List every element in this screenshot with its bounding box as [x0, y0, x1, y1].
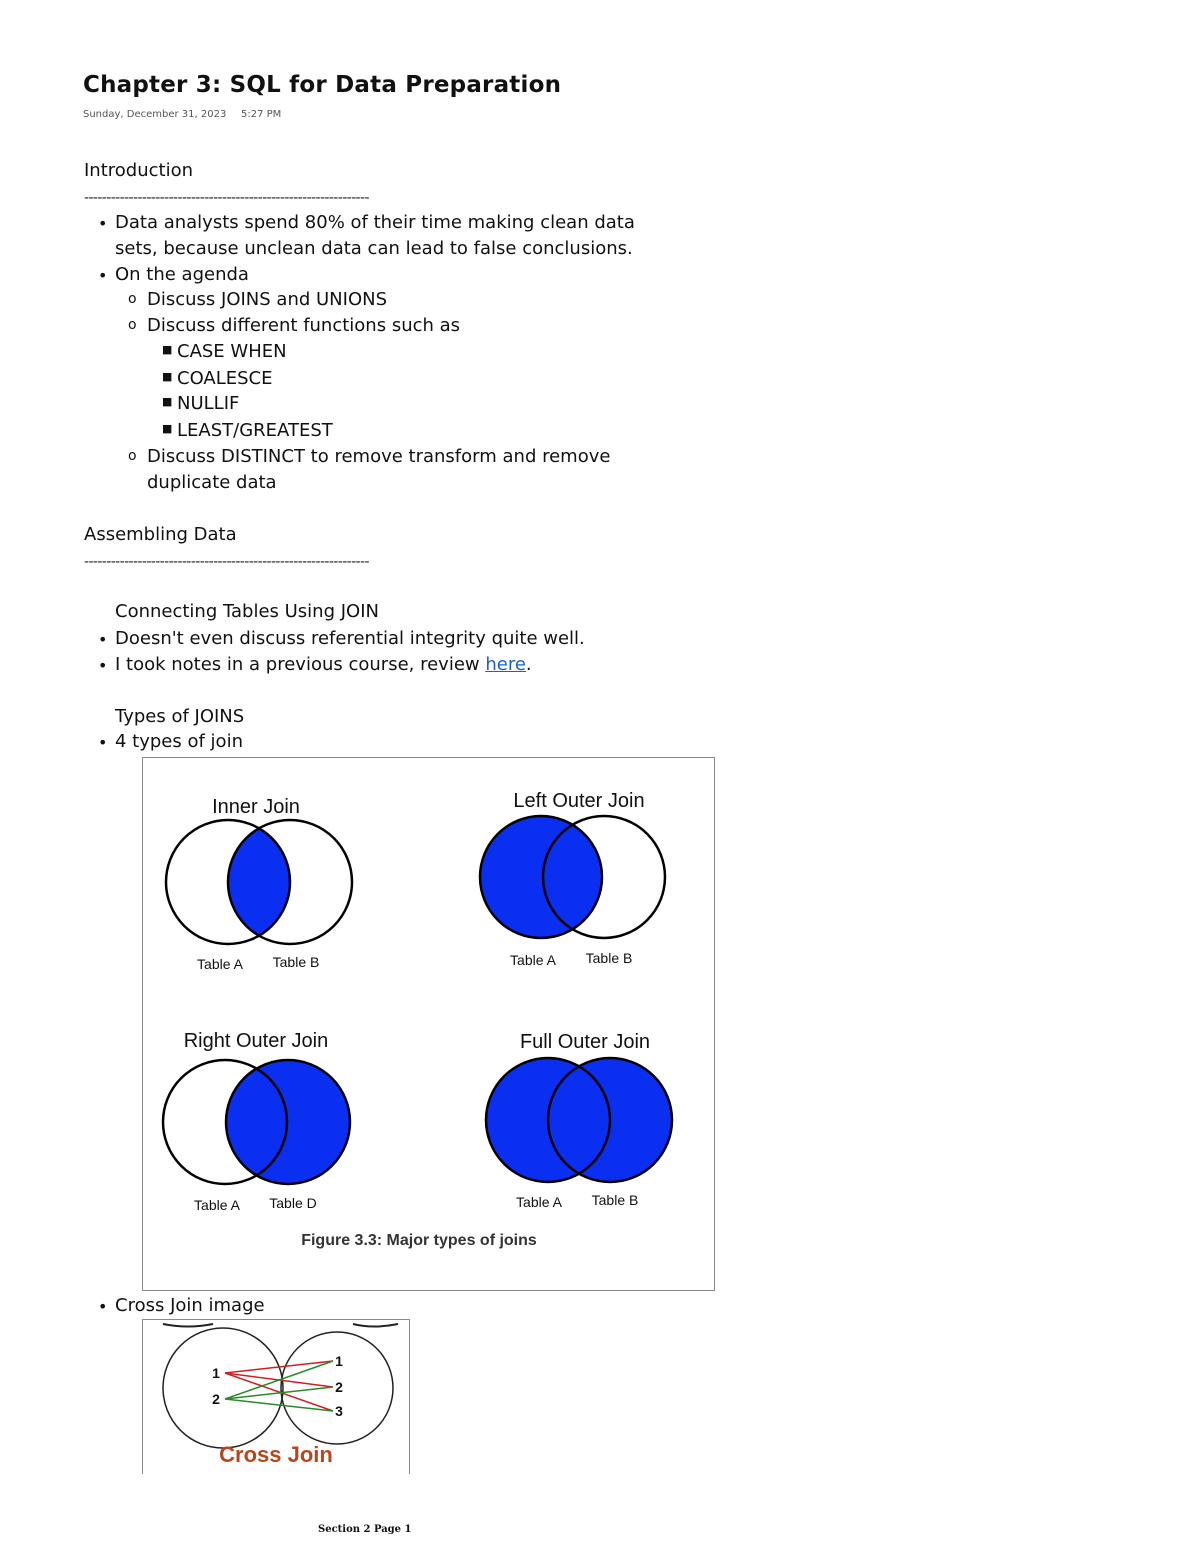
types-of-joins-heading: Types of JOINS — [115, 706, 245, 727]
previous-course-note — [115, 654, 532, 675]
full-table-a-label: Table A — [516, 1194, 562, 1210]
right-outer-join-title: Right Outer Join — [183, 1030, 329, 1052]
intro-bullet-1: Data analysts spend 80% of their time making clean data — [115, 212, 635, 233]
inner-table-a-label: Table A — [197, 956, 243, 972]
left-outer-join-diagram — [480, 790, 665, 968]
previous-course-text: I took notes in a previous course, review — [115, 654, 486, 675]
here-link[interactable]: here — [485, 654, 526, 675]
function-coalesce: COALESCE — [177, 368, 273, 389]
agenda-item-functions: Discuss different functions such as — [147, 315, 461, 336]
bullet-dot: • — [98, 656, 108, 675]
square-bullet: ■ — [162, 422, 173, 435]
full-table-b-label: Table B — [591, 1192, 639, 1208]
agenda-item-distinct-cont: duplicate data — [147, 472, 277, 493]
function-case-when: CASE WHEN — [177, 341, 287, 362]
connecting-tables-heading: Connecting Tables Using JOIN — [115, 601, 379, 622]
referential-integrity-note: Doesn't even discuss referential integrity quite well. — [115, 628, 585, 649]
full-outer-join-title: Full Outer Join — [519, 1031, 651, 1053]
left-table-a-label: Table A — [510, 952, 556, 968]
bullet-dot: • — [98, 266, 108, 285]
bullet-dot: • — [98, 1297, 108, 1316]
agenda-item-joins: Discuss JOINS and UNIONS — [147, 289, 388, 310]
cross-right-item-1: 1 — [335, 1353, 343, 1369]
page-time: 5:27 PM — [241, 109, 282, 120]
inner-join-diagram — [166, 796, 352, 972]
cross-join-figure — [142, 1319, 410, 1474]
cross-join-title: Cross Join — [219, 1442, 333, 1467]
circle-bullet: o — [128, 317, 137, 333]
right-outer-join-diagram — [163, 1030, 350, 1213]
join-types-figure — [142, 757, 715, 1291]
join-types-diagram — [143, 758, 714, 1290]
full-outer-join-diagram — [486, 1031, 672, 1210]
intro-heading: Introduction — [84, 160, 194, 181]
bullet-dot: • — [98, 214, 108, 233]
square-bullet: ■ — [162, 395, 173, 408]
agenda-item-distinct: Discuss DISTINCT to remove transform and remove — [147, 446, 611, 467]
bullet-dot: • — [98, 733, 108, 752]
bullet-dot: • — [98, 630, 108, 649]
inner-table-b-label: Table B — [272, 954, 320, 970]
cross-right-item-2: 2 — [335, 1379, 343, 1395]
top-cropped-arc-right — [353, 1324, 398, 1327]
cross-join-note: Cross Join image — [115, 1295, 265, 1316]
inner-join-title: Inner Join — [212, 796, 300, 818]
cross-left-item-2: 2 — [212, 1391, 220, 1407]
page-footer: Section 2 Page 1 — [318, 1524, 412, 1535]
assembling-heading: Assembling Data — [84, 524, 237, 545]
join-figure-caption: Figure 3.3: Major types of joins — [301, 1232, 537, 1249]
cross-left-circle — [163, 1328, 283, 1448]
four-join-types-note: 4 types of join — [115, 731, 243, 752]
top-cropped-arc-left — [163, 1324, 213, 1327]
square-bullet: ■ — [162, 343, 173, 356]
left-table-b-label: Table B — [585, 950, 633, 966]
right-table-d-label: Table D — [269, 1195, 317, 1211]
period: . — [525, 654, 532, 675]
intro-bullet-1-cont: sets, because unclean data can lead to false conclusions. — [115, 238, 633, 259]
circle-bullet: o — [128, 448, 137, 464]
intro-divider: ---------------------------------------------------------------- — [84, 190, 369, 206]
cross-left-item-1: 1 — [212, 1365, 220, 1381]
function-least-greatest: LEAST/GREATEST — [177, 420, 333, 441]
assembling-divider: ---------------------------------------------------------------- — [84, 554, 369, 570]
intro-bullet-2: On the agenda — [115, 264, 249, 285]
function-nullif: NULLIF — [177, 393, 240, 414]
left-outer-join-title: Left Outer Join — [513, 790, 645, 812]
circle-bullet: o — [128, 291, 137, 307]
cross-join-diagram — [143, 1320, 409, 1474]
page-date: Sunday, December 31, 2023 — [83, 109, 227, 120]
right-table-a-label: Table A — [194, 1197, 240, 1213]
square-bullet: ■ — [162, 370, 173, 383]
cross-right-item-3: 3 — [335, 1403, 343, 1419]
page-title: Chapter 3: SQL for Data Preparation — [83, 72, 562, 98]
